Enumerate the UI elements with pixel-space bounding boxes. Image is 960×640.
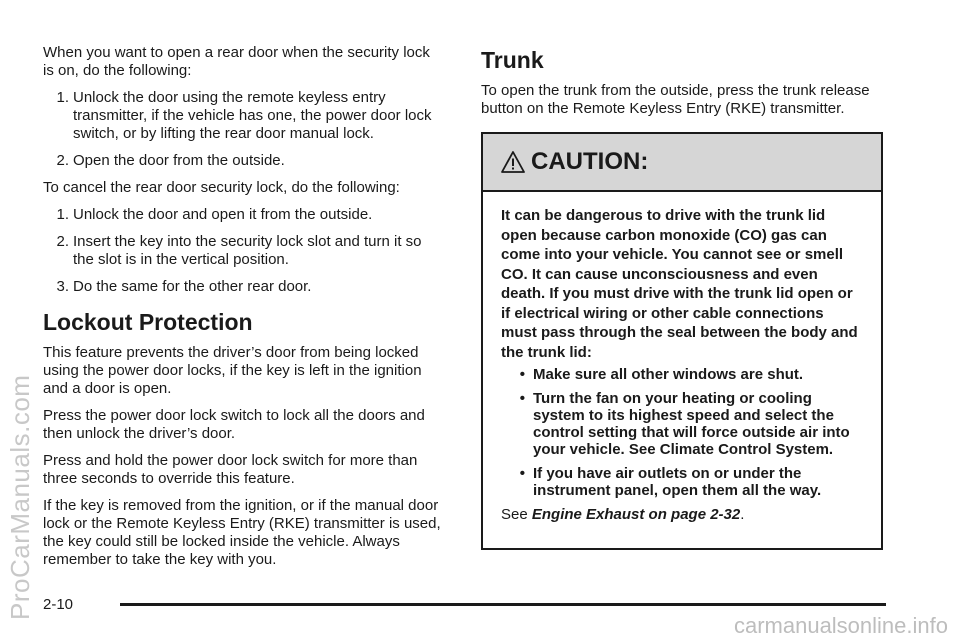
right-column bbox=[481, 44, 886, 550]
see-prefix: See bbox=[501, 506, 532, 523]
security-lock-intro: When you want to open a rear door when the security lock is on, do the following: bbox=[43, 44, 430, 79]
cancel-lock-intro: To cancel the rear door security lock, do the following: bbox=[43, 179, 400, 196]
lockout-paragraph: Press and hold the power door lock switch for more than three seconds to override this feature. bbox=[43, 452, 418, 487]
bullet-text: Turn the fan on your heating or cooling system to its highest speed and select the control setting that will force outside air into your vehicle. See Climate Control System. bbox=[533, 390, 850, 458]
trunk-paragraph: To open the trunk from the outside, press the trunk release button on the Remote Keyless Entry (RKE) transmitter. bbox=[481, 82, 870, 117]
watermark-bottom: carmanualsonline.info bbox=[733, 613, 948, 638]
list-item bbox=[43, 89, 443, 143]
cancel-lock-steps bbox=[43, 206, 443, 296]
step-text: Unlock the door using the remote keyless entry transmitter, if the vehicle has one, the power door lock switch, or by lifting the rear door manual lock. bbox=[73, 89, 432, 142]
open-door-steps bbox=[43, 89, 443, 170]
bullet-icon: • bbox=[519, 390, 525, 407]
see-suffix: . bbox=[740, 506, 745, 523]
list-item bbox=[501, 366, 863, 383]
caution-title: CAUTION: bbox=[531, 148, 649, 175]
caution-header bbox=[483, 134, 881, 192]
caution-box bbox=[481, 132, 883, 550]
list-item bbox=[43, 278, 443, 296]
watermark-left: ProCarManuals.com bbox=[5, 374, 35, 620]
list-item bbox=[501, 390, 863, 458]
step-number: 1. bbox=[56, 89, 69, 106]
step-text: Unlock the door and open it from the outside. bbox=[73, 206, 373, 223]
see-reference bbox=[501, 506, 863, 524]
step-number: 3. bbox=[56, 278, 69, 295]
list-item bbox=[501, 465, 863, 499]
bullet-text: Make sure all other windows are shut. bbox=[533, 366, 804, 383]
list-item bbox=[43, 152, 443, 170]
lockout-paragraph: If the key is removed from the ignition, or if the manual door lock or the Remote Keyless Entry (RKE) transmitter is used, the key could still be locked inside the vehicle. Always remember to take the key with you. bbox=[43, 497, 441, 568]
caution-body bbox=[483, 192, 881, 524]
bullet-icon: • bbox=[519, 465, 525, 482]
page-number: 2-10 bbox=[43, 596, 74, 613]
step-text: Do the same for the other rear door. bbox=[73, 278, 312, 295]
lockout-protection-heading: Lockout Protection bbox=[43, 309, 253, 335]
caution-bullet-list bbox=[501, 366, 863, 499]
step-number: 2. bbox=[56, 233, 69, 250]
step-number: 1. bbox=[56, 206, 69, 223]
warning-triangle-icon bbox=[501, 150, 525, 174]
trunk-heading: Trunk bbox=[481, 47, 544, 73]
bullet-icon: • bbox=[519, 366, 525, 383]
bullet-text: If you have air outlets on or under the instrument panel, open them all the way. bbox=[533, 465, 822, 499]
step-text: Insert the key into the security lock slot and turn it so the slot is in the vertical position. bbox=[73, 233, 422, 268]
engine-exhaust-link[interactable]: Engine Exhaust on page 2-32 bbox=[531, 506, 741, 523]
left-column bbox=[43, 44, 443, 578]
list-item bbox=[43, 206, 443, 224]
caution-text: It can be dangerous to drive with the trunk lid open because carbon monoxide (CO) gas can come into your vehicle. You cannot see or smell CO. It can cause unconsciousness and even death. If you must drive with the trunk lid open or if electrical wiring or other cable connections must pass through the seal between the body and the trunk lid: bbox=[501, 207, 858, 361]
step-number: 2. bbox=[56, 152, 69, 169]
lockout-paragraph: This feature prevents the driver’s door from being locked using the power door locks, if the key is left in the ignition and a door is open. bbox=[43, 344, 422, 397]
list-item bbox=[43, 233, 443, 269]
footer-divider bbox=[120, 603, 886, 606]
lockout-paragraph: Press the power door lock switch to lock all the doors and then unlock the driver’s door. bbox=[43, 407, 425, 442]
step-text: Open the door from the outside. bbox=[73, 152, 285, 169]
